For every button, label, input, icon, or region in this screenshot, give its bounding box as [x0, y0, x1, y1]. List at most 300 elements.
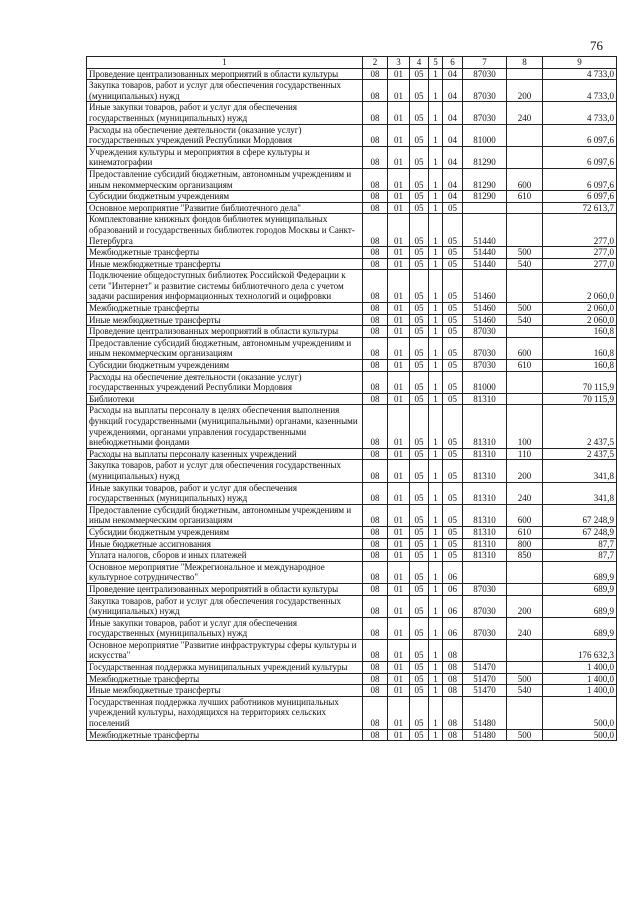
- code-section: 01: [388, 662, 410, 674]
- code-expense-type: [507, 146, 543, 168]
- code-subprogram: 05: [443, 270, 463, 303]
- table-row: [87, 662, 617, 674]
- code-subprogram: 06: [443, 561, 463, 583]
- code-ministry: 08: [363, 247, 388, 259]
- code-ministry: 08: [363, 124, 388, 146]
- table-row: [87, 595, 617, 617]
- code-subprogram: 04: [443, 80, 463, 102]
- code-program: 1: [429, 326, 443, 338]
- code-ministry: 08: [363, 191, 388, 203]
- code-subprogram: 05: [443, 482, 463, 504]
- item-name: Иные закупки товаров, работ и услуг для обеспечения государственных (муниципальных) нужд: [87, 617, 363, 639]
- code-article: 51440: [463, 214, 507, 247]
- code-ministry: 08: [363, 729, 388, 741]
- code-expense-type: 500: [507, 247, 543, 259]
- code-subprogram: 04: [443, 124, 463, 146]
- code-ministry: 08: [363, 448, 388, 460]
- table-row: [87, 102, 617, 124]
- code-article: 81310: [463, 526, 507, 538]
- code-article: 81310: [463, 482, 507, 504]
- item-name: Иные закупки товаров, работ и услуг для обеспечения государственных (муниципальных) нужд: [87, 482, 363, 504]
- amount: 6 097,6: [543, 146, 617, 168]
- code-subprogram: 08: [443, 673, 463, 685]
- code-subsection: 05: [410, 202, 429, 214]
- item-name: Проведение централизованных мероприятий в области культуры: [87, 583, 363, 595]
- amount: 87,7: [543, 538, 617, 550]
- code-subsection: 05: [410, 371, 429, 393]
- amount: 1 400,0: [543, 685, 617, 697]
- table-row: [87, 247, 617, 259]
- code-program: 1: [429, 538, 443, 550]
- code-subsection: 05: [410, 214, 429, 247]
- code-article: 87030: [463, 595, 507, 617]
- item-name: Уплата налогов, сборов и иных платежей: [87, 550, 363, 562]
- code-subprogram: 04: [443, 68, 463, 80]
- code-program: 1: [429, 314, 443, 326]
- code-program: 1: [429, 460, 443, 482]
- amount: 87,7: [543, 550, 617, 562]
- amount: 6 097,6: [543, 168, 617, 190]
- code-section: 01: [388, 617, 410, 639]
- code-article: 87030: [463, 68, 507, 80]
- code-program: 1: [429, 504, 443, 526]
- code-subsection: 05: [410, 583, 429, 595]
- code-subsection: 05: [410, 80, 429, 102]
- code-program: 1: [429, 550, 443, 562]
- code-section: 01: [388, 258, 410, 270]
- code-subprogram: 05: [443, 393, 463, 405]
- code-ministry: 08: [363, 371, 388, 393]
- code-article: 87030: [463, 617, 507, 639]
- col-header: 9: [543, 57, 617, 69]
- code-section: 01: [388, 696, 410, 729]
- code-ministry: 08: [363, 482, 388, 504]
- code-expense-type: 610: [507, 526, 543, 538]
- code-subsection: 05: [410, 102, 429, 124]
- code-ministry: 08: [363, 202, 388, 214]
- code-section: 01: [388, 191, 410, 203]
- code-subsection: 05: [410, 247, 429, 259]
- code-expense-type: 110: [507, 448, 543, 460]
- amount: 4 733,0: [543, 102, 617, 124]
- code-subsection: 05: [410, 696, 429, 729]
- code-section: 01: [388, 482, 410, 504]
- code-section: 01: [388, 314, 410, 326]
- amount: 6 097,6: [543, 191, 617, 203]
- code-subsection: 05: [410, 526, 429, 538]
- table-row: [87, 583, 617, 595]
- code-subsection: 05: [410, 662, 429, 674]
- code-article: 51440: [463, 247, 507, 259]
- code-section: 01: [388, 448, 410, 460]
- item-name: Учреждения культуры и мероприятия в сфере культуры и кинематографии: [87, 146, 363, 168]
- code-section: 01: [388, 214, 410, 247]
- code-program: 1: [429, 393, 443, 405]
- amount: 67 248,9: [543, 504, 617, 526]
- table-row: [87, 405, 617, 448]
- code-ministry: 08: [363, 460, 388, 482]
- item-name: Расходы на обеспечение деятельности (оказание услуг) государственных учреждений Республики Мордовия: [87, 371, 363, 393]
- code-program: 1: [429, 526, 443, 538]
- table-row: [87, 393, 617, 405]
- col-header: 5: [429, 57, 443, 69]
- code-ministry: 08: [363, 662, 388, 674]
- table-row: [87, 314, 617, 326]
- code-section: 01: [388, 326, 410, 338]
- code-subprogram: 05: [443, 303, 463, 315]
- table-row: [87, 673, 617, 685]
- code-expense-type: 610: [507, 191, 543, 203]
- code-program: 1: [429, 673, 443, 685]
- code-article: [463, 639, 507, 661]
- code-subprogram: 08: [443, 685, 463, 697]
- table-row: [87, 202, 617, 214]
- code-ministry: 08: [363, 561, 388, 583]
- table-row: [87, 482, 617, 504]
- item-name: Закупка товаров, работ и услуг для обеспечения государственных (муниципальных) нужд: [87, 460, 363, 482]
- code-subsection: 05: [410, 504, 429, 526]
- code-section: 01: [388, 595, 410, 617]
- code-subsection: 05: [410, 448, 429, 460]
- code-subprogram: 08: [443, 639, 463, 661]
- code-expense-type: [507, 214, 543, 247]
- code-ministry: 08: [363, 270, 388, 303]
- amount: 1 400,0: [543, 673, 617, 685]
- code-expense-type: 540: [507, 685, 543, 697]
- code-section: 01: [388, 247, 410, 259]
- code-section: 01: [388, 168, 410, 190]
- code-article: 87030: [463, 337, 507, 359]
- code-section: 01: [388, 460, 410, 482]
- item-name: Межбюджетные трансферты: [87, 303, 363, 315]
- code-subprogram: 05: [443, 405, 463, 448]
- code-ministry: 08: [363, 102, 388, 124]
- code-subsection: 05: [410, 685, 429, 697]
- table-row: [87, 538, 617, 550]
- code-subsection: 05: [410, 68, 429, 80]
- code-section: 01: [388, 685, 410, 697]
- item-name: Субсидии бюджетным учреждениям: [87, 360, 363, 372]
- code-program: 1: [429, 337, 443, 359]
- item-name: Подключение общедоступных библиотек Российской Федерации к сети "Интернет" и развитие системы библиотечного дела с учетом задачи расширения информационных технологий и оцифровки: [87, 270, 363, 303]
- amount: 689,9: [543, 617, 617, 639]
- table-row: [87, 258, 617, 270]
- code-expense-type: 600: [507, 168, 543, 190]
- code-subprogram: 04: [443, 102, 463, 124]
- code-expense-type: [507, 561, 543, 583]
- code-section: 01: [388, 504, 410, 526]
- code-expense-type: [507, 393, 543, 405]
- code-program: 1: [429, 247, 443, 259]
- code-article: 87030: [463, 102, 507, 124]
- item-name: Основное мероприятие "Межрегиональное и международное культурное сотрудничество": [87, 561, 363, 583]
- code-subprogram: 05: [443, 504, 463, 526]
- code-section: 01: [388, 202, 410, 214]
- code-article: 81000: [463, 371, 507, 393]
- code-article: 81290: [463, 191, 507, 203]
- code-ministry: 08: [363, 393, 388, 405]
- code-subsection: 05: [410, 303, 429, 315]
- amount: 4 733,0: [543, 80, 617, 102]
- code-ministry: 08: [363, 314, 388, 326]
- code-article: 87030: [463, 360, 507, 372]
- amount: 500,0: [543, 696, 617, 729]
- item-name: Проведение централизованных мероприятий в области культуры: [87, 68, 363, 80]
- page-number: 76: [590, 38, 603, 53]
- table-row: [87, 371, 617, 393]
- amount: 67 248,9: [543, 526, 617, 538]
- code-expense-type: [507, 326, 543, 338]
- col-header: 3: [388, 57, 410, 69]
- code-section: 01: [388, 729, 410, 741]
- code-program: 1: [429, 202, 443, 214]
- code-expense-type: 240: [507, 102, 543, 124]
- item-name: Межбюджетные трансферты: [87, 673, 363, 685]
- code-ministry: 08: [363, 639, 388, 661]
- code-subsection: 05: [410, 168, 429, 190]
- code-program: 1: [429, 685, 443, 697]
- table-row: [87, 360, 617, 372]
- table-row: [87, 68, 617, 80]
- table-row: [87, 504, 617, 526]
- amount: 176 632,3: [543, 639, 617, 661]
- code-subprogram: 05: [443, 460, 463, 482]
- amount: 341,8: [543, 482, 617, 504]
- code-subprogram: 04: [443, 168, 463, 190]
- code-subsection: 05: [410, 617, 429, 639]
- code-program: 1: [429, 405, 443, 448]
- code-article: 51470: [463, 685, 507, 697]
- item-name: Государственная поддержка муниципальных учреждений культуры: [87, 662, 363, 674]
- amount: 2 060,0: [543, 303, 617, 315]
- amount: 2 060,0: [543, 314, 617, 326]
- code-subprogram: 05: [443, 337, 463, 359]
- item-name: Основное мероприятие "Развитие библиотечного дела": [87, 202, 363, 214]
- code-article: 51470: [463, 673, 507, 685]
- code-program: 1: [429, 270, 443, 303]
- code-subsection: 05: [410, 337, 429, 359]
- code-subsection: 05: [410, 393, 429, 405]
- table-row: [87, 270, 617, 303]
- item-name: Иные межбюджетные трансферты: [87, 685, 363, 697]
- code-section: 01: [388, 146, 410, 168]
- code-subprogram: 06: [443, 595, 463, 617]
- code-program: 1: [429, 448, 443, 460]
- table-row: [87, 685, 617, 697]
- code-subprogram: 05: [443, 326, 463, 338]
- code-subprogram: 06: [443, 617, 463, 639]
- code-subprogram: 05: [443, 526, 463, 538]
- item-name: Межбюджетные трансферты: [87, 729, 363, 741]
- code-subprogram: 05: [443, 314, 463, 326]
- code-ministry: 08: [363, 526, 388, 538]
- code-ministry: 08: [363, 214, 388, 247]
- code-program: 1: [429, 191, 443, 203]
- code-expense-type: [507, 696, 543, 729]
- code-program: 1: [429, 68, 443, 80]
- code-section: 01: [388, 393, 410, 405]
- code-subsection: 05: [410, 360, 429, 372]
- code-subprogram: 06: [443, 583, 463, 595]
- code-subsection: 05: [410, 270, 429, 303]
- code-article: 81310: [463, 504, 507, 526]
- amount: 277,0: [543, 214, 617, 247]
- code-ministry: 08: [363, 583, 388, 595]
- item-name: Субсидии бюджетным учреждениям: [87, 526, 363, 538]
- code-section: 01: [388, 80, 410, 102]
- code-expense-type: 200: [507, 460, 543, 482]
- item-name: Иные межбюджетные трансферты: [87, 314, 363, 326]
- code-article: 87030: [463, 80, 507, 102]
- code-section: 01: [388, 526, 410, 538]
- code-ministry: 08: [363, 168, 388, 190]
- table-row: [87, 639, 617, 661]
- code-ministry: 08: [363, 673, 388, 685]
- amount: 689,9: [543, 561, 617, 583]
- code-subprogram: 05: [443, 247, 463, 259]
- code-article: 81310: [463, 550, 507, 562]
- item-name: Предоставление субсидий бюджетным, автономным учреждениям и иным некоммерческим организациям: [87, 168, 363, 190]
- amount: 277,0: [543, 247, 617, 259]
- amount: 160,8: [543, 360, 617, 372]
- amount: 2 437,5: [543, 405, 617, 448]
- code-program: 1: [429, 696, 443, 729]
- code-article: [463, 202, 507, 214]
- amount: 500,0: [543, 729, 617, 741]
- code-expense-type: [507, 662, 543, 674]
- code-subsection: 05: [410, 258, 429, 270]
- code-subsection: 05: [410, 191, 429, 203]
- code-article: 81290: [463, 146, 507, 168]
- code-subprogram: 05: [443, 214, 463, 247]
- code-program: 1: [429, 146, 443, 168]
- code-expense-type: 600: [507, 504, 543, 526]
- code-section: 01: [388, 68, 410, 80]
- code-section: 01: [388, 337, 410, 359]
- code-ministry: 08: [363, 80, 388, 102]
- table-row: [87, 146, 617, 168]
- code-ministry: 08: [363, 337, 388, 359]
- code-ministry: 08: [363, 258, 388, 270]
- item-name: Комплектование книжных фондов библиотек муниципальных образований и государственных библиотек городов Москвы и Санкт-Петербурга: [87, 214, 363, 247]
- table-row: [87, 460, 617, 482]
- code-expense-type: 850: [507, 550, 543, 562]
- code-subsection: 05: [410, 550, 429, 562]
- code-program: 1: [429, 124, 443, 146]
- item-name: Предоставление субсидий бюджетным, автономным учреждениям и иным некоммерческим организациям: [87, 504, 363, 526]
- code-ministry: 08: [363, 303, 388, 315]
- table-row: [87, 124, 617, 146]
- amount: 1 400,0: [543, 662, 617, 674]
- code-expense-type: 500: [507, 303, 543, 315]
- code-program: 1: [429, 168, 443, 190]
- code-program: 1: [429, 729, 443, 741]
- amount: 689,9: [543, 595, 617, 617]
- code-section: 01: [388, 583, 410, 595]
- table-row: [87, 326, 617, 338]
- code-expense-type: 610: [507, 360, 543, 372]
- code-subprogram: 05: [443, 538, 463, 550]
- code-expense-type: [507, 68, 543, 80]
- code-program: 1: [429, 639, 443, 661]
- code-program: 1: [429, 258, 443, 270]
- code-section: 01: [388, 673, 410, 685]
- col-header: 2: [363, 57, 388, 69]
- amount: 72 613,7: [543, 202, 617, 214]
- col-header: 8: [507, 57, 543, 69]
- code-ministry: 08: [363, 504, 388, 526]
- code-program: 1: [429, 360, 443, 372]
- table-row: [87, 550, 617, 562]
- code-article: 81000: [463, 124, 507, 146]
- code-program: 1: [429, 617, 443, 639]
- item-name: Библиотеки: [87, 393, 363, 405]
- code-section: 01: [388, 124, 410, 146]
- code-section: 01: [388, 405, 410, 448]
- code-section: 01: [388, 639, 410, 661]
- code-section: 01: [388, 561, 410, 583]
- table-row: [87, 191, 617, 203]
- code-article: 81310: [463, 538, 507, 550]
- table-row: [87, 80, 617, 102]
- code-subsection: 05: [410, 595, 429, 617]
- item-name: Субсидии бюджетным учреждениям: [87, 191, 363, 203]
- code-subprogram: 08: [443, 662, 463, 674]
- code-subsection: 05: [410, 146, 429, 168]
- item-name: Расходы на выплаты персоналу казенных учреждений: [87, 448, 363, 460]
- code-article: 51440: [463, 258, 507, 270]
- code-subprogram: 05: [443, 550, 463, 562]
- code-subprogram: 08: [443, 696, 463, 729]
- table-row: [87, 448, 617, 460]
- code-expense-type: 200: [507, 595, 543, 617]
- col-header: 6: [443, 57, 463, 69]
- code-program: 1: [429, 482, 443, 504]
- code-section: 01: [388, 270, 410, 303]
- amount: 341,8: [543, 460, 617, 482]
- code-expense-type: 240: [507, 482, 543, 504]
- code-subsection: 05: [410, 460, 429, 482]
- code-article: 87030: [463, 583, 507, 595]
- code-subprogram: 05: [443, 258, 463, 270]
- code-ministry: 08: [363, 538, 388, 550]
- code-expense-type: 240: [507, 617, 543, 639]
- code-subsection: 05: [410, 326, 429, 338]
- item-name: Государственная поддержка лучших работников муниципальных учреждений культуры, находящихся на территориях сельских поселений: [87, 696, 363, 729]
- code-program: 1: [429, 303, 443, 315]
- code-expense-type: [507, 270, 543, 303]
- table-row: [87, 526, 617, 538]
- amount: 2 437,5: [543, 448, 617, 460]
- code-subprogram: 05: [443, 448, 463, 460]
- code-ministry: 08: [363, 595, 388, 617]
- code-ministry: 08: [363, 68, 388, 80]
- code-section: 01: [388, 102, 410, 124]
- table-row: [87, 561, 617, 583]
- code-program: 1: [429, 80, 443, 102]
- table-row: [87, 168, 617, 190]
- code-section: 01: [388, 371, 410, 393]
- amount: 160,8: [543, 326, 617, 338]
- code-subsection: 05: [410, 405, 429, 448]
- code-subprogram: 05: [443, 360, 463, 372]
- code-expense-type: 540: [507, 314, 543, 326]
- code-article: 81310: [463, 393, 507, 405]
- col-header: 1: [87, 57, 363, 69]
- code-subsection: 05: [410, 561, 429, 583]
- item-name: Проведение централизованных мероприятий в области культуры: [87, 326, 363, 338]
- table-row: [87, 214, 617, 247]
